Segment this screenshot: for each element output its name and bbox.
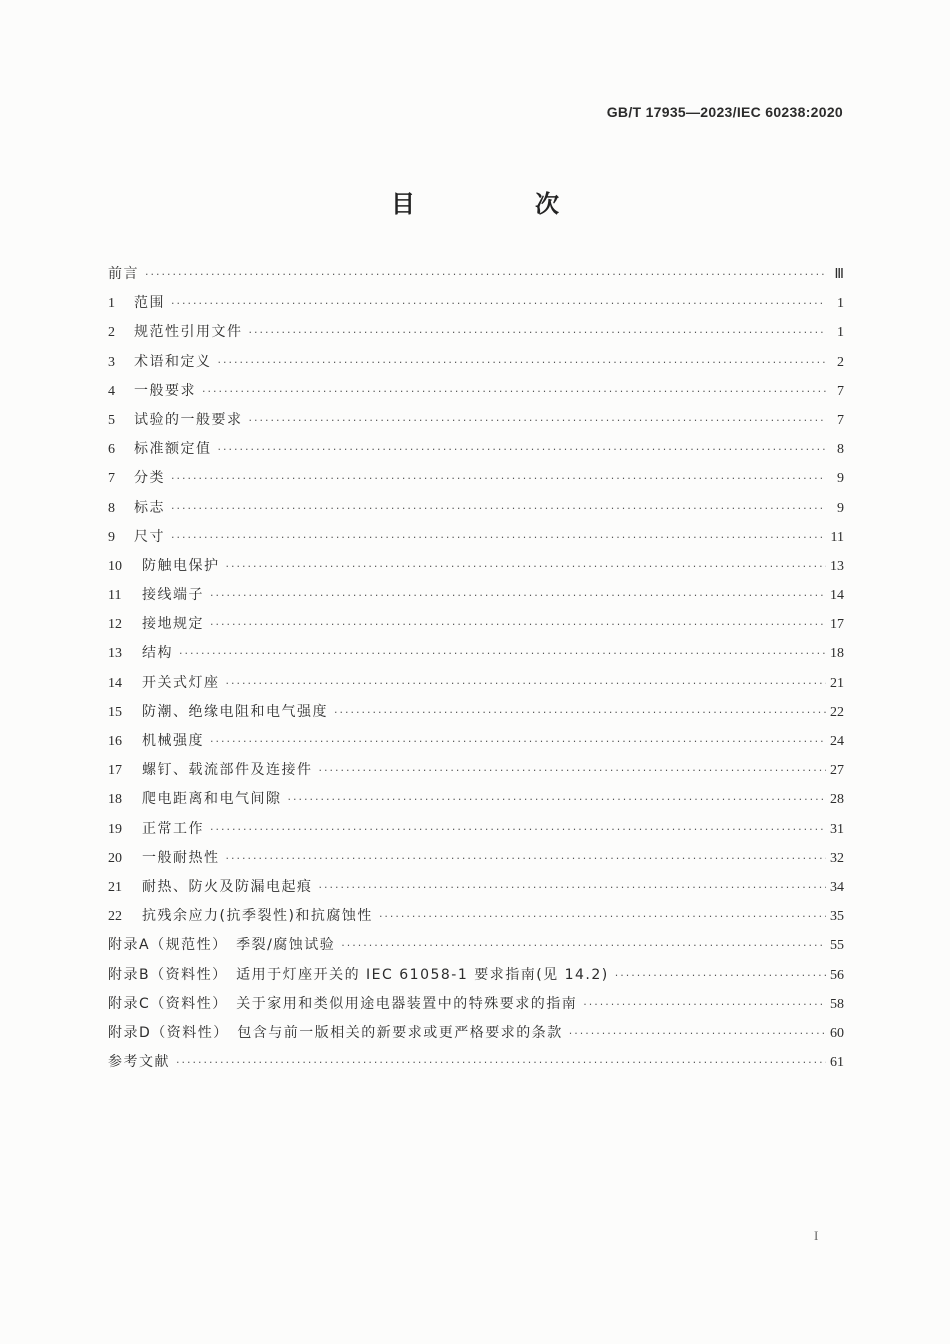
- page-number: I: [814, 1228, 819, 1243]
- toc-leader-dots: [218, 443, 827, 456]
- toc-leader-dots: [171, 297, 826, 310]
- toc-entry-page: 8: [837, 442, 844, 458]
- toc-entry[interactable]: [108, 1022, 844, 1051]
- toc-entry-label: 接地规定: [142, 616, 204, 633]
- toc-entry-label: 抗残余应力(抗季裂性)和抗腐蚀性: [142, 908, 373, 925]
- toc-entry-label: 附录B（资料性） 适用于灯座开关的 IEC 61058-1 要求指南(见 14.2): [108, 966, 609, 983]
- toc-leader-dots: [226, 560, 827, 573]
- toc-entry-label: 术语和定义: [134, 353, 212, 370]
- toc-leader-dots: [319, 881, 827, 894]
- toc-entry-page: 9: [837, 500, 844, 516]
- toc-entry[interactable]: [108, 497, 844, 526]
- toc-entry-number: 14: [108, 675, 122, 691]
- toc-leader-dots: [179, 647, 826, 660]
- toc-entry-number: 5: [108, 412, 115, 428]
- toc-entry-page: 7: [837, 383, 844, 399]
- toc-leader-dots: [319, 764, 827, 777]
- toc-entry[interactable]: [108, 876, 844, 905]
- toc-leader-dots: [226, 677, 827, 690]
- toc-entry[interactable]: [108, 467, 844, 496]
- standard-code: GB/T 17935—2023/IEC 60238:2020: [606, 104, 843, 120]
- toc-entry[interactable]: [108, 730, 844, 759]
- toc-entry[interactable]: [108, 993, 844, 1022]
- toc-entry-number: 6: [108, 442, 115, 458]
- toc-entry[interactable]: [108, 1051, 844, 1080]
- toc-entry-number: 19: [108, 821, 122, 837]
- toc-entry-page: 60: [830, 1025, 844, 1041]
- toc-entry[interactable]: [108, 642, 844, 671]
- toc-entry[interactable]: [108, 263, 844, 292]
- toc-leader-dots: [379, 910, 826, 923]
- toc-entry-number: 17: [108, 763, 122, 779]
- toc-entry-label: 附录C（资料性） 关于家用和类似用途电器装置中的特殊要求的指南: [108, 995, 578, 1012]
- toc-entry[interactable]: [108, 613, 844, 642]
- toc-entry-label: 附录A（规范性） 季裂/腐蚀试验: [108, 937, 336, 954]
- toc-entry-page: 34: [830, 879, 844, 895]
- toc-entry-page: 9: [837, 471, 844, 487]
- table-of-contents: [108, 263, 844, 1080]
- toc-entry-page: 13: [830, 558, 844, 574]
- toc-leader-dots: [145, 268, 826, 281]
- toc-entry[interactable]: [108, 438, 844, 467]
- toc-entry-number: 21: [108, 879, 122, 895]
- toc-entry-number: 13: [108, 646, 122, 662]
- toc-entry-label: 螺钉、载流部件及连接件: [142, 762, 313, 779]
- toc-entry-label: 规范性引用文件: [134, 324, 243, 341]
- toc-entry-page: 21: [830, 675, 844, 691]
- toc-entry-page: 14: [830, 588, 844, 604]
- toc-leader-dots: [249, 326, 827, 339]
- toc-entry-number: 7: [108, 471, 115, 487]
- toc-leader-dots: [569, 1027, 826, 1040]
- toc-entry-page: 58: [830, 996, 844, 1012]
- toc-entry-page: 24: [830, 734, 844, 749]
- toc-entry-page: 31: [830, 821, 844, 837]
- toc-leader-dots: [210, 589, 826, 602]
- toc-entry-label: 防触电保护: [142, 557, 220, 574]
- toc-entry-page: 11: [830, 529, 844, 545]
- toc-entry-label: 爬电距离和电气间隙: [142, 791, 282, 808]
- toc-entry-label: 一般耐热性: [142, 849, 220, 866]
- toc-entry[interactable]: [108, 934, 844, 963]
- page-title: 目 次: [391, 190, 607, 218]
- toc-leader-dots: [202, 385, 826, 398]
- toc-leader-dots: [583, 998, 826, 1011]
- toc-entry[interactable]: [108, 818, 844, 847]
- toc-entry-label: 结构: [142, 645, 173, 662]
- toc-entry-label: 尺寸: [134, 528, 165, 545]
- toc-entry-number: 11: [108, 588, 122, 604]
- toc-entry-label: 附录D（资料性） 包含与前一版相关的新要求或更严格要求的条款: [108, 1024, 563, 1041]
- toc-leader-dots: [210, 618, 826, 631]
- toc-entry[interactable]: [108, 905, 844, 934]
- toc-entry[interactable]: [108, 701, 844, 730]
- toc-leader-dots: [210, 823, 826, 836]
- toc-entry-page: 27: [830, 763, 844, 779]
- toc-entry-page: 56: [830, 967, 844, 983]
- toc-entry[interactable]: [108, 584, 844, 613]
- toc-entry-label: 防潮、绝缘电阻和电气强度: [142, 703, 328, 720]
- toc-entry-label: 正常工作: [142, 820, 204, 837]
- toc-entry[interactable]: [108, 292, 844, 321]
- toc-entry-label: 标准额定值: [134, 441, 212, 458]
- toc-entry-label: 参考文献: [108, 1054, 170, 1071]
- toc-entry-label: 前言: [108, 266, 139, 282]
- toc-entry-label: 试验的一般要求: [134, 411, 243, 428]
- toc-entry[interactable]: [108, 409, 844, 438]
- toc-entry-page: 1: [837, 296, 844, 312]
- toc-entry[interactable]: [108, 555, 844, 584]
- toc-entry[interactable]: [108, 847, 844, 876]
- toc-entry-number: 12: [108, 617, 122, 633]
- toc-entry-page: 1: [837, 325, 844, 341]
- toc-entry-page: 22: [830, 704, 844, 720]
- toc-entry-page: 17: [830, 617, 844, 633]
- toc-entry-number: 2: [108, 325, 115, 341]
- toc-entry-page: 32: [830, 850, 844, 866]
- toc-leader-dots: [341, 939, 826, 952]
- toc-leader-dots: [210, 735, 826, 748]
- toc-entry-label: 开关式灯座: [142, 674, 220, 691]
- toc-leader-dots: [171, 502, 826, 515]
- toc-entry-page: Ⅲ: [834, 267, 844, 282]
- toc-entry-label: 耐热、防火及防漏电起痕: [142, 878, 313, 895]
- toc-entry[interactable]: [108, 351, 844, 380]
- toc-entry[interactable]: [108, 526, 844, 555]
- toc-entry-number: 20: [108, 850, 122, 866]
- toc-leader-dots: [176, 1056, 826, 1069]
- toc-entry-number: 9: [108, 529, 115, 545]
- toc-entry-number: 8: [108, 500, 115, 516]
- toc-entry[interactable]: [108, 964, 844, 993]
- toc-entry-number: 15: [108, 704, 122, 720]
- toc-entry-number: 22: [108, 909, 122, 925]
- toc-entry-label: 机械强度: [142, 733, 204, 749]
- toc-entry-number: 4: [108, 383, 115, 399]
- toc-leader-dots: [334, 706, 826, 719]
- toc-entry-page: 7: [837, 412, 844, 428]
- toc-entry-page: 28: [830, 792, 844, 808]
- toc-entry-number: 16: [108, 734, 122, 749]
- toc-leader-dots: [249, 414, 827, 427]
- toc-entry-label: 接线端子: [142, 587, 204, 604]
- toc-entry[interactable]: [108, 788, 844, 817]
- toc-entry-label: 范围: [134, 295, 165, 312]
- toc-leader-dots: [288, 793, 827, 806]
- toc-entry[interactable]: [108, 672, 844, 701]
- toc-entry-page: 61: [830, 1055, 844, 1071]
- toc-entry-number: 18: [108, 792, 122, 808]
- toc-leader-dots: [171, 472, 826, 485]
- toc-entry-page: 2: [837, 354, 844, 370]
- toc-entry-page: 55: [830, 938, 844, 954]
- toc-entry-label: 标志: [134, 499, 165, 516]
- toc-entry[interactable]: [108, 321, 844, 350]
- toc-entry-page: 35: [830, 909, 844, 925]
- toc-entry-number: 1: [108, 296, 115, 312]
- toc-entry-page: 18: [830, 646, 844, 662]
- toc-leader-dots: [615, 969, 826, 982]
- toc-leader-dots: [218, 356, 827, 369]
- toc-leader-dots: [171, 531, 826, 544]
- toc-entry[interactable]: [108, 759, 844, 788]
- toc-entry[interactable]: [108, 380, 844, 409]
- toc-entry-number: 10: [108, 558, 122, 574]
- toc-entry-label: 分类: [134, 470, 165, 487]
- toc-entry-number: 3: [108, 354, 115, 370]
- toc-entry-label: 一般要求: [134, 382, 196, 399]
- toc-leader-dots: [226, 852, 827, 865]
